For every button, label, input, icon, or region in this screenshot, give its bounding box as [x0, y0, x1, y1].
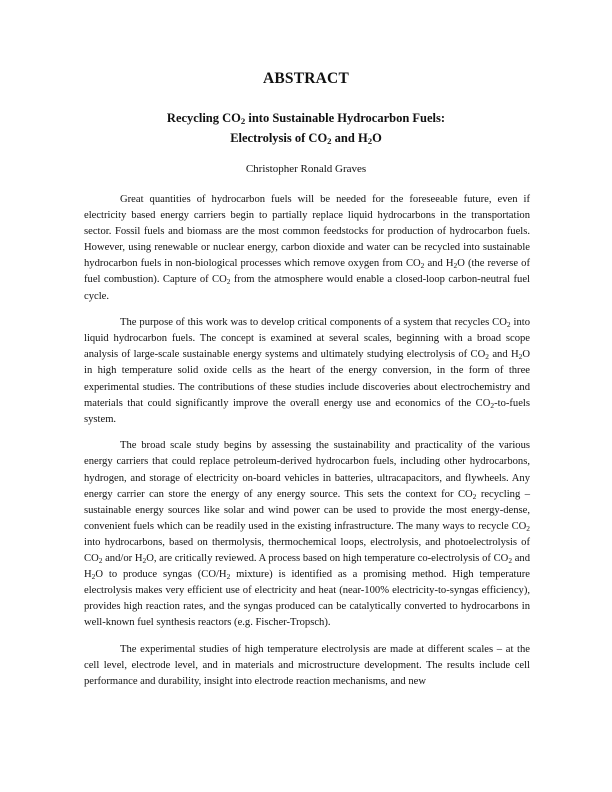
title-line-2: Electrolysis of $CO_2$ and $H_2O$	[230, 131, 382, 146]
abstract-heading: ABSTRACT	[262, 70, 349, 87]
abstract-paragraph-2: The purpose of this work was to develop critical components of a system that recycles $CO_2$ into liquid hydrocarbon fuels. The concept is examined at several scales, beginning with a broad scope analysis of large-scale sustainable energy systems and ultimately studying electrolysis of $CO_2$ and $H_2O$ in high temperature solid oxide cells as the heart of the energy conversion, in the form of three experimental studies. The contributions of these studies include discoveries about electrochemistry and materials that could significantly improve the overall energy use and economics of the $CO_2-to$-fuels system.	[84, 317, 530, 425]
title-line-1: Recycling $CO_2$ into Sustainable Hydrocarbon Fuels:	[166, 111, 446, 126]
author-name: Christopher Ronald Graves	[245, 163, 367, 175]
abstract-paragraph-4: The experimental studies of high temperature electrolysis are made at different scales – at the cell level, electrode level, and in materials and microstructure development. The results include cell performance and durability, insight into electrode reaction mechanisms, and new	[84, 643, 530, 688]
abstract-paragraph-1: Great quantities of hydrocarbon fuels will be needed for the foreseeable future, even if electricity based energy carriers begin to partially replace liquid hydrocarbons in the transportation sector. Fossil fuels and biomass are the most common feedstocks for production of hydrocarbon fuels. However, using renewable or nuclear energy, carbon dioxide and water can be recycled into sustainable hydrocarbon fuels in non-biological processes which remove oxygen from $CO_2$ and $H_2O$ (the reverse of fuel combustion). Capture of $CO_2$ from the atmosphere would enable a closed-loop carbon-neutral fuel cycle.	[84, 194, 530, 302]
abstract-body	[84, 192, 530, 701]
abstract-paragraph-3: The broad scale study begins by assessing the sustainability and practicality of the various energy carriers that could replace petroleum-derived hydrocarbon fuels, including other hydrocarbons, hydrogen, and storage of electricity on-board vehicles in batteries, ultracapacitors, and flywheels. Any energy carrier can store the energy of any energy source. This sets the context for $CO_2$ recycling – sustainable energy sources like solar and wind power can be used to provide the most energy-dense, convenient fuels which can be readily used in the existing infrastructure. The many ways to recycle $CO_2$ into hydrocarbons, based on thermolysis, thermochemical loops, electrolysis, and photoelectrolysis of $CO_2$ and/or $H_2O$, are critically reviewed. A process based on high temperature co-electrolysis of $CO_2$ and $H_2O$ to produce syngas ($CO/H_2$ mixture) is identified as a promising method. High temperature electrolysis makes very efficient use of electricity and heat (near-100% electricity-to-syngas efficiency), provides high reaction rates, and the syngas produced can be catalytically converted to hydrocarbons in well-known fuel synthesis reactors (e.g. Fischer-Tropsch).	[84, 440, 531, 629]
paper-title	[0, 108, 612, 148]
